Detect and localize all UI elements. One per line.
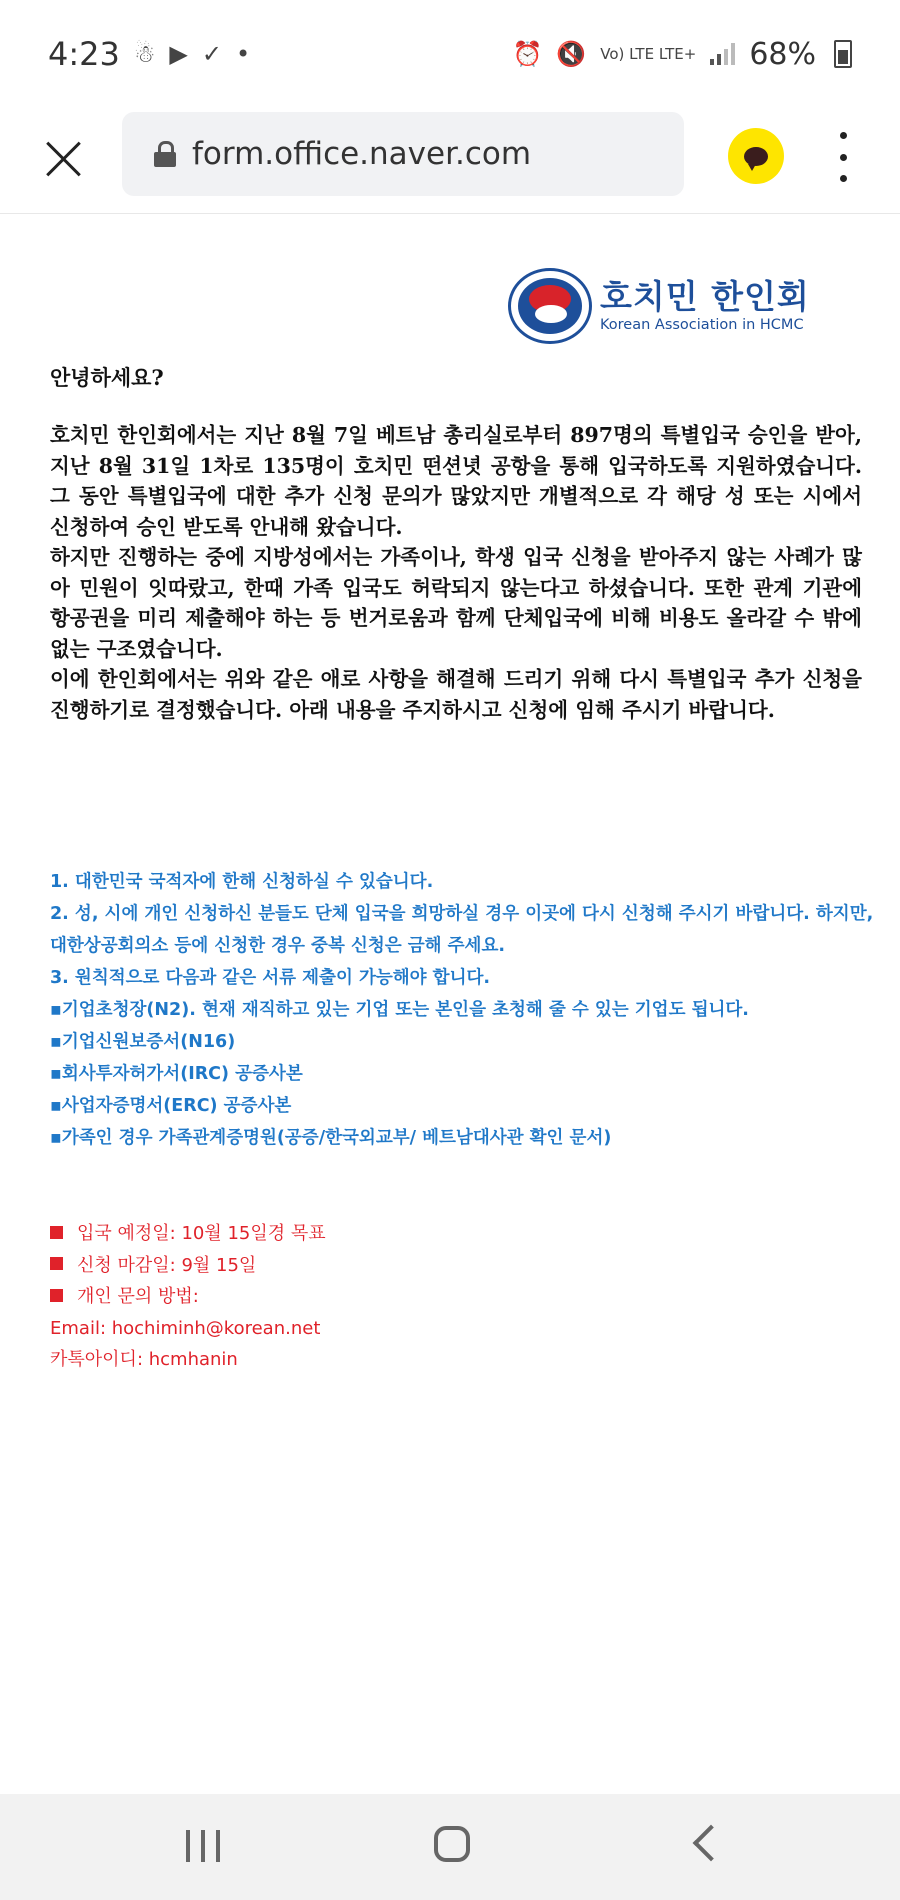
square-bullet-icon — [50, 1289, 63, 1302]
form-document — [0, 214, 900, 1794]
contact-heading: 개인 문의 방법: — [50, 1281, 750, 1313]
alarm-icon: ⏰ — [512, 40, 543, 68]
intro-paragraph: 이에 한인회에서는 위와 같은 애로 사항을 해결해 드리기 위해 다시 특별입국 추가 신청을 진행하기로 결정했습니다. 아래 내용을 주지하시고 신청에 임해 주시기 바랍니다. — [50, 667, 862, 722]
browser-toolbar — [0, 108, 900, 214]
more-options-icon[interactable] — [828, 132, 858, 182]
kakaotalk-button[interactable] — [728, 128, 784, 184]
intro-paragraph: 하지만 진행하는 중에 지방성에서는 가족이나, 학생 입국 신청을 받아주지 않는 사례가 많아 민원이 잇따랐고, 한때 가족 입국도 허락되지 않는다고 하셨습니다. 또한 관계 기관에 항공권을 미리 제출해야 하는 등 번거로움과 함께 단체입국에 비해 비용도 올라갈 수 밖에 없는 구조였습니다. — [50, 545, 862, 661]
notice-item: ▪︎사업자증명서(ERC) 공증사본 — [50, 1096, 292, 1116]
notice-item: ▪︎회사투자허가서(IRC) 공증사본 — [50, 1064, 303, 1084]
battery-percent: 68% — [749, 36, 816, 72]
app-icon: ✓ — [201, 40, 222, 68]
logo-emblem-icon — [508, 268, 592, 344]
notice-list — [50, 866, 880, 1154]
youtube-icon: ▶ — [169, 40, 188, 68]
notice-item: 1. 대한민국 국적자에 한해 신청하실 수 있습니다. — [50, 872, 434, 892]
home-icon[interactable] — [434, 1826, 470, 1862]
notice-item: 2. 성, 시에 개인 신청하신 분들도 단체 입국을 희망하실 경우 이곳에 다시 신청해 주시기 바랍니다. 하지만, 대한상공회의소 등에 신청한 경우 중복 신청은 금해 주세요. — [50, 904, 874, 956]
recent-apps-icon[interactable] — [186, 1830, 220, 1862]
contact-email: Email: hochiminh@korean.net — [50, 1317, 321, 1339]
mute-icon: 🔇 — [556, 40, 587, 68]
status-bar — [0, 0, 900, 108]
dot-icon: • — [235, 40, 251, 68]
chat-bubble-icon — [744, 147, 768, 166]
contact-kakao-id: 카톡아이디: hcmhanin — [50, 1349, 238, 1370]
greeting: 안녕하세요? — [50, 365, 164, 390]
battery-icon — [834, 40, 852, 68]
signal-icon — [710, 43, 735, 65]
association-logo — [508, 266, 824, 346]
notice-item: ▪︎기업초청장(N2). 현재 재직하고 있는 기업 또는 본인을 초청해 줄 수 있는 기업도 됩니다. — [50, 1000, 749, 1020]
close-icon[interactable] — [38, 134, 88, 184]
logo-korean-text: 호치민 한인회 — [600, 277, 810, 316]
lock-icon — [154, 141, 176, 167]
accessibility-icon: ☃ — [133, 40, 156, 68]
status-time: 4:23 — [48, 35, 120, 73]
detail-list — [50, 1218, 750, 1376]
address-bar[interactable] — [122, 112, 684, 196]
intro-paragraph: 호치민 한인회에서는 지난 8월 7일 베트남 총리실로부터 897명의 특별입국 승인을 받아, 지난 8월 31일 1차로 135명이 호치민 떤션녓 공항을 통해 입국하도록 지원하였습니다. 그 동안 특별입국에 대한 추가 신청 문의가 많았지만 개별적으로 각 해당 성 또는 시에서 신청하여 승인 받도록 안내해 왔습니다. — [50, 423, 862, 539]
network-indicator: Vo) LTE LTE+ — [600, 45, 697, 63]
notice-item: ▪︎가족인 경우 가족관계증명원(공증/한국외교부/ 베트남대사관 확인 문서) — [50, 1128, 612, 1148]
application-deadline: 신청 마감일: 9월 15일 — [50, 1250, 750, 1282]
notice-item: ▪︎기업신원보증서(N16) — [50, 1032, 236, 1052]
url-text: form.office.naver.com — [192, 136, 532, 172]
notice-item: 3. 원칙적으로 다음과 같은 서류 제출이 가능해야 합니다. — [50, 968, 491, 988]
navigation-bar — [0, 1794, 900, 1900]
square-bullet-icon — [50, 1257, 63, 1270]
intro-letter — [50, 420, 862, 725]
back-icon[interactable] — [693, 1825, 730, 1862]
entry-date: 입국 예정일: 10월 15일경 목표 — [50, 1218, 750, 1250]
square-bullet-icon — [50, 1226, 63, 1239]
logo-english-text: Korean Association in HCMC — [600, 317, 804, 333]
